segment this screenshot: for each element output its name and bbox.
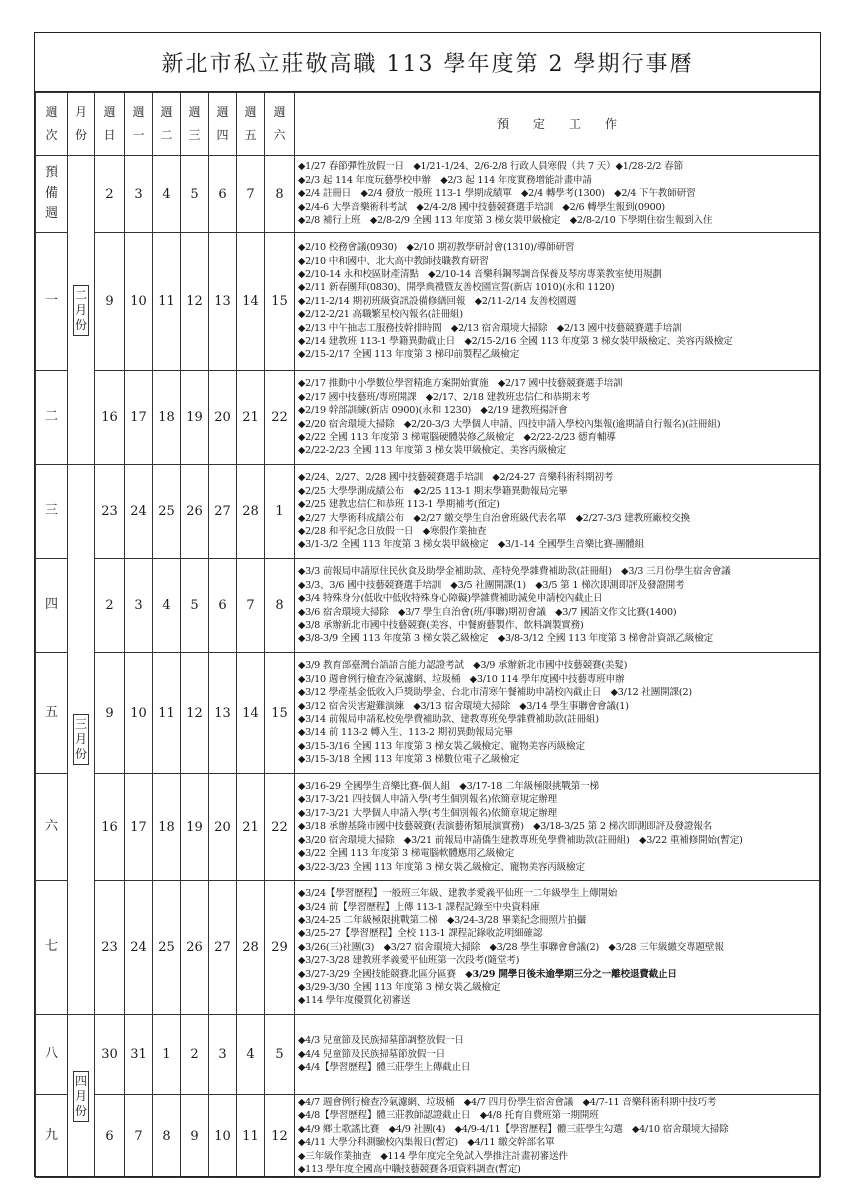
event-line: ◆2/17 國中技藝班/專班開課 ◆2/17、2/18 建教班忠信仁和恭期末考: [298, 391, 590, 403]
event-line: ◆3/29-3/30 全國 113 年度第 3 梯女裝乙級檢定: [298, 982, 501, 994]
event-line: ◆3/16-29 全國學生音樂比賽-個人組 ◆3/17-18 二年級極限挑戰第一梯: [298, 781, 599, 793]
day-number: 23: [95, 881, 125, 1015]
day-number: 11: [153, 233, 181, 371]
week-row: [36, 233, 820, 371]
header-thu: 週 四: [209, 93, 237, 156]
day-number: 27: [209, 465, 237, 559]
day-number: 2: [95, 156, 125, 233]
event-line: ◆2/28 和平紀念日放假一日 ◆寒假作業抽查: [298, 525, 487, 537]
event-line: ◆3/3 前報局申請原住民伙食及助學金補助款、產特免學雜費補助款(註冊組) ◆3/3 三月份學生宿舍會議: [298, 566, 731, 578]
day-number: 13: [209, 233, 237, 371]
day-number: 10: [125, 233, 153, 371]
event-line: ◆3/17-3/21 大學個人申請入學(考生個別報名)依簡章規定辦理: [298, 807, 557, 819]
month-box: 四 月 份: [73, 1071, 89, 1122]
day-number: 14: [237, 233, 265, 371]
event-line: ◆2/25 建教忠信仁和恭班 113-1 學期補考(預定): [298, 499, 500, 511]
day-number: 20: [209, 774, 237, 881]
day-number: 7: [237, 156, 265, 233]
day-number: 7: [125, 1095, 153, 1178]
day-number: 21: [237, 371, 265, 465]
day-number: 10: [209, 1095, 237, 1178]
day-number: 15: [265, 233, 295, 371]
day-number: 3: [125, 156, 153, 233]
event-line: ◆2/25 大學學測成績公布 ◆2/25 113-1 期末學籍異動報局完畢: [298, 485, 568, 497]
day-number: 15: [265, 653, 295, 774]
event-line: ◆3/9 教育部臺灣台語語言能力認證考試 ◆3/9 承辦新北市國中技藝競賽(美髮): [298, 660, 628, 672]
event-line: ◆3/20 宿舍環境大掃除 ◆3/21 前報局申請僑生建教專班免學費補助款(註冊組) ◆3/22 重補修開始(暫定): [298, 834, 743, 846]
header-fri: 週 五: [237, 93, 265, 156]
day-number: 6: [209, 559, 237, 653]
event-line: ◆4/8【學習歷程】體三莊教師認證截止日 ◆4/8 托育自費班第一期開班: [298, 1110, 599, 1122]
header-sat: 週 六: [265, 93, 295, 156]
week-row: [36, 653, 820, 774]
event-line: ◆2/17 推動中小學數位學習精進方案開始實施 ◆2/17 國中技藝競賽選手培訓: [298, 378, 623, 390]
event-line: ◆2/24、2/27、2/28 國中技藝競賽選手培訓 ◆2/24-27 音樂科術科期初考: [298, 472, 614, 484]
event-line: ◆3/26(三)社團(3) ◆3/27 宿舍環境大掃除 ◆3/28 學生事聯會會議(2) ◆3/28 三年級繳交專題壁報: [298, 941, 724, 953]
event-list: [295, 156, 820, 233]
event-line: ◆1/27 春節彈性放假一日 ◆1/21-1/24、2/6-2/8 行政人員寒假（共 7 天）◆1/28-2/2 春節: [298, 161, 683, 173]
event-line: ◆3/12 宿舍災害避難演練 ◆3/13 宿舍環境大掃除 ◆3/14 學生事聯會會議(1): [298, 700, 629, 712]
event-line: ◆2/13 中午抽志工服務技幹排時間 ◆2/13 宿舍環境大掃除 ◆2/13 國中技藝競賽選手培訓: [298, 322, 682, 334]
event-list: [295, 233, 820, 371]
day-number: 21: [237, 774, 265, 881]
week-row: [36, 881, 820, 1015]
event-line: ◆2/15-2/17 全國 113 年度第 3 梯印前製程乙級檢定: [298, 349, 520, 361]
calendar-sheet: [34, 32, 821, 1177]
event-line: ◆4/4 兒童節及民族掃墓節放假一日: [298, 1048, 445, 1060]
event-line: ◆2/4 註冊日 ◆2/4 發放一般班 113-1 學期成績單 ◆2/4 轉學考(1300) ◆2/4 下午教師研習: [298, 188, 696, 200]
day-number: 17: [125, 371, 153, 465]
month-label: [68, 1015, 95, 1178]
event-line: ◆3/10 週會例行檢查冷氣濾網、垃圾桶 ◆3/10 114 學年度國中技藝專班申辦: [298, 673, 625, 685]
week-label: 五: [36, 653, 68, 774]
calendar-table: [35, 92, 820, 1178]
event-line: ◆3/4 特殊身分(低收中低收特殊身心障礙)學雜費補助減免申請校內截止日: [298, 593, 603, 605]
header-month: 月 份: [68, 93, 95, 156]
day-number: 24: [125, 465, 153, 559]
event-line: ◆3/8-3/9 全國 113 年度第 3 梯女裝乙級檢定 ◆3/8-3/12 全國 113 年度第 3 梯會計資訊乙級檢定: [298, 633, 714, 645]
day-number: 4: [153, 559, 181, 653]
week-label: 九: [36, 1095, 68, 1178]
event-line: ◆3/22-3/23 全國 113 年度第 3 梯女裝乙級檢定、寵物美容丙級檢定: [298, 861, 585, 873]
event-line: ◆2/20 宿舍環境大掃除 ◆2/20-3/3 大學個人申請、四技申請入學校內集報(逾期請自行報名)(註冊組): [298, 418, 721, 430]
week-label: 七: [36, 881, 68, 1015]
day-number: 11: [153, 653, 181, 774]
event-line: ◆3/24【學習歷程】一般班三年級、建教孝愛義平仙班一二年級學生上傳開始: [298, 888, 618, 900]
day-number: 9: [95, 233, 125, 371]
week-row: [36, 371, 820, 465]
day-number: 4: [237, 1015, 265, 1095]
event-list: [295, 465, 820, 559]
week-row: [36, 1095, 820, 1178]
day-number: 16: [95, 774, 125, 881]
event-line: ◆3/3、3/6 國中技藝競賽選手培訓 ◆3/5 社團開課(1) ◆3/5 第 1 梯次即測即評及發證開考: [298, 579, 685, 591]
day-number: 8: [265, 559, 295, 653]
event-line: ◆3/15-3/16 全國 113 年度第 3 梯女裝乙級檢定、寵物美容丙級檢定: [298, 740, 585, 752]
event-list: [295, 371, 820, 465]
month-box: 三 月 份: [73, 714, 89, 765]
day-number: 8: [265, 156, 295, 233]
day-number: 23: [95, 465, 125, 559]
day-number: 31: [125, 1015, 153, 1095]
day-number: 22: [265, 774, 295, 881]
header-mon: 週 一: [125, 93, 153, 156]
week-label: 預 備 週: [36, 156, 68, 233]
month-label: [68, 465, 95, 1015]
day-number: 16: [95, 371, 125, 465]
day-number: 29: [265, 881, 295, 1015]
event-list: [295, 774, 820, 881]
day-number: 11: [237, 1095, 265, 1178]
day-number: 19: [181, 371, 209, 465]
day-number: 5: [181, 559, 209, 653]
event-line: ◆4/7 週會例行檢查冷氣濾網、垃圾桶 ◆4/7 四月份學生宿舍會議 ◆4/7-11 音樂科術科期中技巧考: [298, 1097, 717, 1108]
event-list: [295, 559, 820, 653]
header-events: 預 定 工 作: [295, 93, 820, 156]
week-row: [36, 156, 820, 233]
event-line: ◆3/17-3/21 四技個人申請入學(考生個別報名)依簡章規定辦理: [298, 794, 557, 806]
day-number: 12: [265, 1095, 295, 1178]
week-label: 八: [36, 1015, 68, 1095]
day-number: 18: [153, 774, 181, 881]
event-line: ◆3/18 承辦基隆市國中技藝競賽(表演藝術類展演實務) ◆3/18-3/25 第 2 梯次即測即評及發證報名: [298, 821, 713, 833]
day-number: 12: [181, 653, 209, 774]
week-label: 一: [36, 233, 68, 371]
event-line: ◆2/22-2/23 全國 113 年度第 3 梯女裝甲級檢定、美容丙級檢定: [298, 445, 567, 457]
event-line: ◆3/27-3/29 全國技能競賽北區分區賽 ◆3/29 開學日後未逾學期三分之一離校退費截止日: [298, 968, 677, 980]
header-row: [36, 93, 820, 156]
header-wed: 週 三: [181, 93, 209, 156]
day-number: 5: [181, 156, 209, 233]
event-line: ◆2/11-2/14 期初班級資訊設備修繕回報 ◆2/11-2/14 友善校園週: [298, 295, 577, 307]
day-number: 19: [181, 774, 209, 881]
week-label: 三: [36, 465, 68, 559]
header-tue: 週 二: [153, 93, 181, 156]
event-line: ◆4/3 兒童節及民族掃墓節調整放假一日: [298, 1035, 464, 1047]
day-number: 8: [153, 1095, 181, 1178]
event-line: ◆113 學年度全國高中職技藝競賽各項資料調查(暫定): [298, 1164, 521, 1176]
day-number: 3: [125, 559, 153, 653]
event-list: [295, 653, 820, 774]
day-number: 26: [181, 881, 209, 1015]
event-line: ◆3/6 宿舍環境大掃除 ◆3/7 學生自治會(班/事聯)期初會議 ◆3/7 國語文作文比賽(1400): [298, 606, 677, 618]
day-number: 25: [153, 881, 181, 1015]
day-number: 14: [237, 653, 265, 774]
day-number: 28: [237, 881, 265, 1015]
week-row: [36, 465, 820, 559]
title-row: [35, 33, 820, 92]
month-label: [68, 156, 95, 465]
event-line: ◆2/10-14 永和校區財產清點 ◆2/10-14 音樂科鋼琴調音保養及琴房專業教室使用規劃: [298, 268, 662, 280]
event-line: ◆4/11 大學分科測驗校內集報日(暫定) ◆4/11 繳交幹部名單: [298, 1137, 555, 1149]
day-number: 25: [153, 465, 181, 559]
event-list: [295, 881, 820, 1015]
day-number: 1: [265, 465, 295, 559]
day-number: 3: [209, 1015, 237, 1095]
day-number: 1: [153, 1015, 181, 1095]
event-line: ◆2/12-2/21 高職繁星校內報名(註冊組): [298, 309, 463, 321]
event-line: ◆3/14 前 113-2 轉入生、113-2 期初異動報局完畢: [298, 727, 513, 739]
day-number: 4: [153, 156, 181, 233]
event-line: ◆3/27-3/28 建教班孝義愛平仙班第一次段考(隨堂考): [298, 955, 520, 967]
week-label: 六: [36, 774, 68, 881]
day-number: 6: [95, 1095, 125, 1178]
event-line: ◆3/15-3/18 全國 113 年度第 3 梯數位電子乙級檢定: [298, 754, 520, 766]
week-row: [36, 1015, 820, 1095]
month-box: 二 月 份: [73, 285, 89, 336]
week-row: [36, 559, 820, 653]
day-number: 27: [209, 881, 237, 1015]
day-number: 5: [265, 1015, 295, 1095]
header-week: 週 次: [36, 93, 68, 156]
event-line: ◆3/24 前【學習歷程】上傳 113-1 課程記錄至中央資料庫: [298, 901, 540, 913]
event-line: ◆2/22 全國 113 年度第 3 梯電腦硬體裝修乙級檢定 ◆2/22-2/23 德育輔導: [298, 431, 616, 443]
event-line: ◆3/24-25 二年級極限挑戰第二梯 ◆3/24-3/28 畢業紀念冊照片拍攝: [298, 914, 587, 926]
day-number: 7: [237, 559, 265, 653]
day-number: 9: [95, 653, 125, 774]
day-number: 2: [95, 559, 125, 653]
event-line: ◆3/8 承辦新北市國中技藝競賽(美容、中餐廚藝製作、飲料調製實務): [298, 619, 584, 631]
event-list: [295, 1095, 820, 1178]
event-line: ◆2/3 起 114 年度玩藝學校申辦 ◆2/3 起 114 年度實務增能計畫申請: [298, 174, 592, 186]
day-number: 13: [209, 653, 237, 774]
event-line: ◆4/9 鄉土歌謠比賽 ◆4/9 社團(4) ◆4/9-4/11【學習歷程】體三莊學生勾選 ◆4/10 宿舍環境大掃除: [298, 1123, 729, 1135]
day-number: 28: [237, 465, 265, 559]
day-number: 26: [181, 465, 209, 559]
event-line: ◆3/14 前報局申請私校免學費補助款、建教專班免學雜費補助款(註冊組): [298, 714, 599, 725]
week-label: 二: [36, 371, 68, 465]
day-number: 10: [125, 653, 153, 774]
event-line: ◆2/8 補行上班 ◆2/8-2/9 全國 113 年度第 3 梯女裝甲級檢定 ◆2/8-2/10 下學期住宿生報到入住: [298, 215, 713, 227]
day-number: 18: [153, 371, 181, 465]
event-line: ◆2/14 建教班 113-1 學籍異動截止日 ◆2/15-2/16 全國 113 年度第 3 梯女裝甲級檢定、美容丙級檢定: [298, 336, 733, 348]
day-number: 2: [181, 1015, 209, 1095]
header-sun: 週 日: [95, 93, 125, 156]
document-title: 新北市私立莊敬高職 113 學年度第 2 學期行事曆: [161, 51, 694, 77]
event-line: ◆2/27 大學術科成績公布 ◆2/27 繳交學生自治會班級代表名單 ◆2/27-3/3 建教班廠校交換: [298, 512, 691, 524]
event-line: ◆2/11 新春團拜(0830)、開學典禮暨友善校園宣誓(新店 1010)(永和 1120): [298, 282, 615, 294]
event-line: ◆3/1-3/2 全國 113 年度第 3 梯女裝甲級檢定 ◆3/1-14 全國學生音樂比賽-團體組: [298, 539, 644, 551]
event-line: ◆三年級作業抽查 ◆114 學年度完全免試入學推注計畫初審送件: [298, 1150, 568, 1162]
event-line: ◆2/19 幹部訓練(新店 0900)(永和 1230) ◆2/19 建教班揚評會: [298, 405, 568, 417]
week-row: [36, 774, 820, 881]
day-number: 17: [125, 774, 153, 881]
day-number: 30: [95, 1015, 125, 1095]
day-number: 9: [181, 1095, 209, 1178]
day-number: 24: [125, 881, 153, 1015]
event-line: ◆3/25-27【學習歷程】全校 113-1 課程記錄收訖明細確認: [298, 928, 543, 940]
event-line: ◆4/4【學習歷程】體三莊學生上傳截止日: [298, 1062, 471, 1074]
event-line: ◆3/22 全國 113 年度第 3 梯電腦軟體應用乙級檢定: [298, 848, 515, 860]
event-line: ◆2/4-6 大學音樂術科考試 ◆2/4-2/8 國中技藝競賽選手培訓 ◆2/6 轉學生報到(0900): [298, 201, 665, 213]
day-number: 22: [265, 371, 295, 465]
event-line: ◆3/12 學產基金低收入戶獎助學金、台北市清寒午餐補助申請校內截止日 ◆3/12 社團開課(2): [298, 687, 692, 699]
day-number: 12: [181, 233, 209, 371]
day-number: 6: [209, 156, 237, 233]
day-number: 20: [209, 371, 237, 465]
event-list: [295, 1015, 820, 1095]
week-label: 四: [36, 559, 68, 653]
event-line: ◆2/10 校務會議(0930) ◆2/10 期初教學研討會(1310)/導師研習: [298, 242, 575, 254]
event-line: ◆114 學年度優質化初審送: [298, 995, 411, 1007]
event-line: ◆2/10 中和國中、北大高中教師技職教育研習: [298, 255, 489, 267]
